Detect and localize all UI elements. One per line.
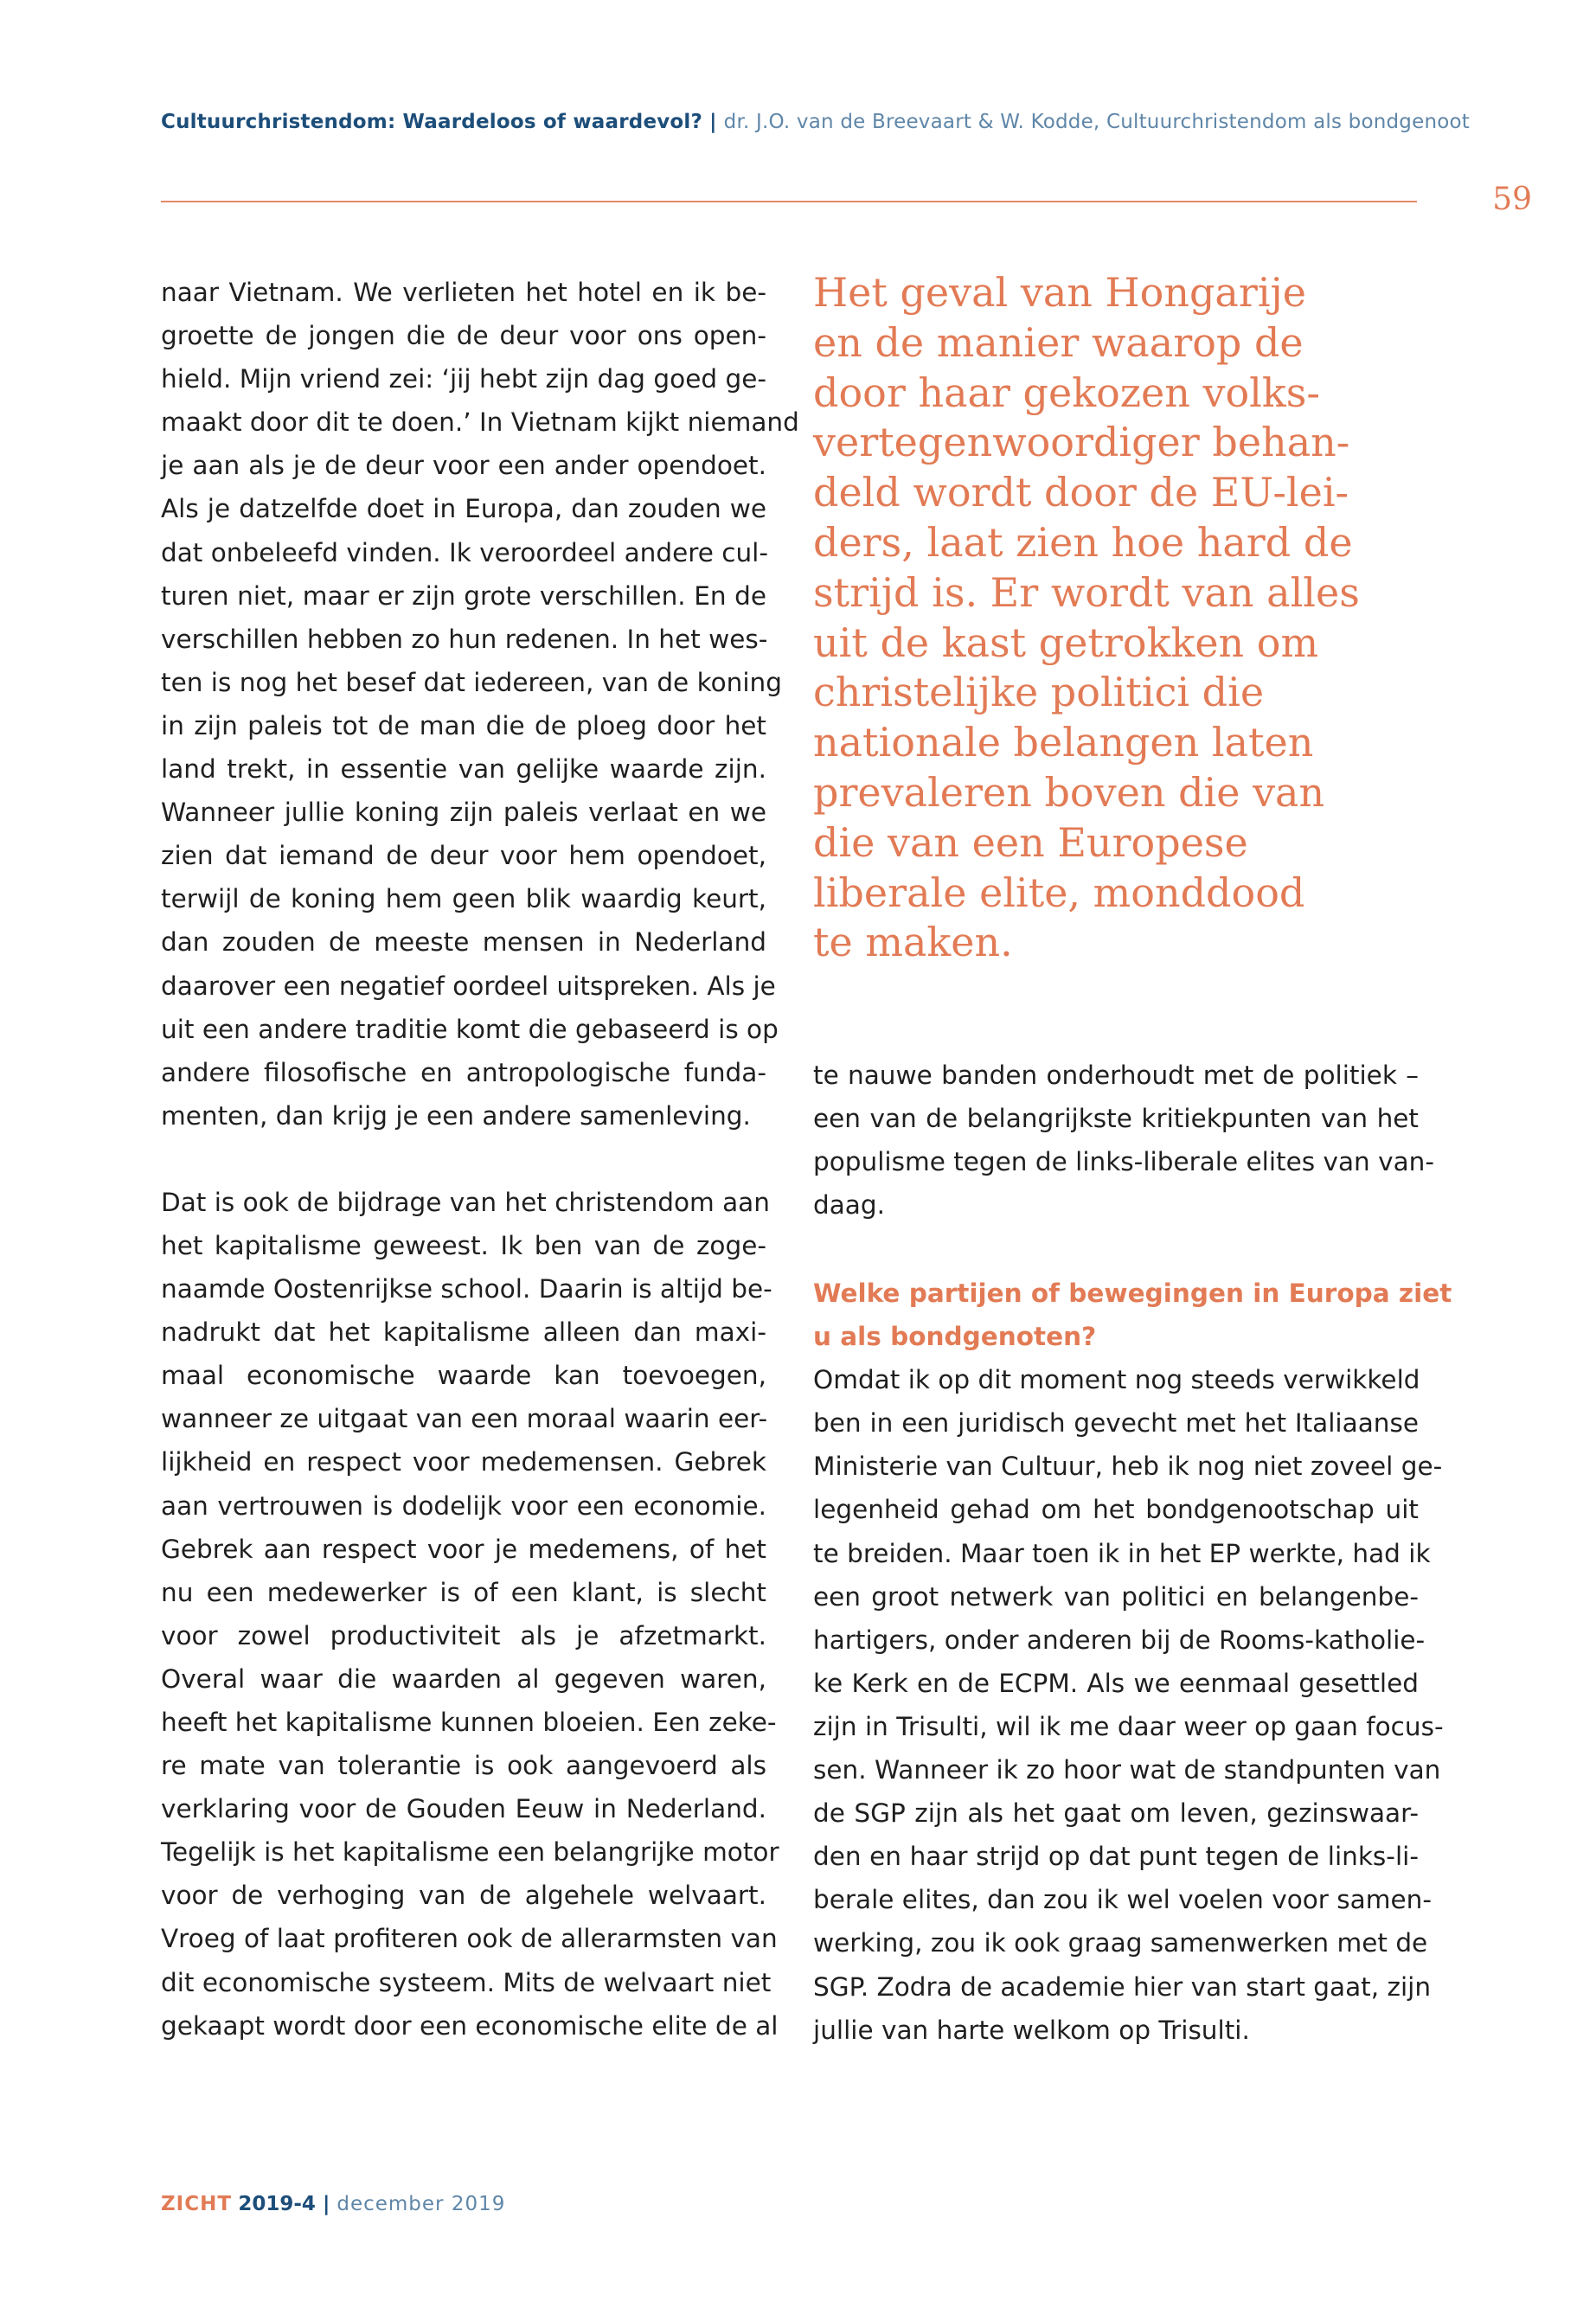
text-line: land trekt, in essentie van gelijke waarde zijn. bbox=[161, 754, 766, 785]
text-line: groette de jongen die de deur voor ons open- bbox=[161, 321, 766, 351]
text-line: te maken. bbox=[813, 919, 1013, 966]
text-line: Wanneer jullie koning zijn paleis verlaat en we bbox=[161, 798, 766, 828]
text-line: verschillen hebben zo hun redenen. In het wes- bbox=[161, 624, 768, 654]
text-line: verklaring voor de Gouden Eeuw in Nederland. bbox=[161, 1794, 766, 1824]
text-line: Gebrek aan respect voor je medemens, of het bbox=[161, 1534, 766, 1564]
text-line: Welke partijen of bewegingen in Europa ziet bbox=[813, 1279, 1452, 1308]
text-line: Overal waar die waarden al gegeven waren, bbox=[161, 1663, 766, 1694]
text-line: daarover een negatief oordeel uitspreken. Als je bbox=[161, 971, 776, 1001]
text-line: te breiden. Maar toen ik in het EP werkte, had ik bbox=[813, 1538, 1431, 1568]
paragraph-gap bbox=[161, 1138, 766, 1181]
left-paragraph-2 bbox=[161, 1181, 779, 2048]
text-line: sen. Wanneer ik zo hoor wat de standpunten van bbox=[813, 1755, 1441, 1785]
text-line: legenheid gehad om het bondgenootschap uit bbox=[813, 1495, 1419, 1525]
text-line: Omdat ik op dit moment nog steeds verwikkeld bbox=[813, 1365, 1420, 1395]
text-line: aan vertrouwen is dodelijk voor een economie. bbox=[161, 1490, 766, 1521]
text-line: populisme tegen de links-liberale elites van van- bbox=[813, 1147, 1435, 1177]
text-line: ke Kerk en de ECPM. Als we eenmaal gesettled bbox=[813, 1668, 1419, 1698]
text-line: die van een Europese bbox=[813, 818, 1248, 866]
footer-separator: | bbox=[322, 2193, 330, 2215]
text-line: menten, dan krijg je een andere samenleving. bbox=[161, 1100, 751, 1131]
text-line: prevaleren boven die van bbox=[813, 768, 1325, 816]
text-line: de SGP zijn als het gaat om leven, gezinswaar- bbox=[813, 1798, 1419, 1829]
text-line: terwijl de koning hem geen blik waardig keurt, bbox=[161, 884, 766, 914]
text-line: door haar gekozen volks- bbox=[813, 369, 1320, 416]
interview-question bbox=[813, 1272, 1452, 1358]
text-line: re mate van tolerantie is ook aangevoerd als bbox=[161, 1751, 766, 1781]
text-line: Ministerie van Cultuur, heb ik nog niet zoveel ge- bbox=[813, 1452, 1443, 1482]
text-line: vertegenwoordiger behan- bbox=[813, 419, 1350, 466]
interview-answer bbox=[813, 1358, 1444, 2052]
text-line: dit economische systeem. Mits de welvaart niet bbox=[161, 1967, 772, 1997]
text-line: jullie van harte welkom op Trisulti. bbox=[813, 2015, 1250, 2045]
text-line: berale elites, dan zou ik wel voelen voor samen- bbox=[813, 1885, 1432, 1915]
header-authors: dr. J.O. van de Breevaart & W. Kodde, Cultuurchristendom als bondgenoot bbox=[723, 111, 1470, 133]
right-column-lower bbox=[813, 1272, 1452, 2052]
text-line: dat onbeleefd vinden. Ik veroordeel andere cul- bbox=[161, 537, 768, 567]
text-line: zijn in Trisulti, wil ik me daar weer op gaan focus- bbox=[813, 1711, 1444, 1741]
right-paragraph-1 bbox=[813, 1054, 1435, 1227]
text-line: maakt door dit te doen.’ In Vietnam kijkt niemand bbox=[161, 407, 799, 438]
text-line: Vroeg of laat profiteren ook de allerarmsten van bbox=[161, 1924, 778, 1954]
text-line: u als bondgenoten? bbox=[813, 1322, 1097, 1352]
text-line: strijd is. Er wordt van alles bbox=[813, 568, 1360, 616]
text-line: naar Vietnam. We verlieten het hotel en ik be- bbox=[161, 278, 766, 307]
footer-date: december 2019 bbox=[337, 2193, 506, 2215]
text-line: maal economische waarde kan toevoegen, bbox=[161, 1361, 766, 1391]
footer-issue: 2019-4 bbox=[238, 2193, 316, 2215]
text-line: heeft het kapitalisme kunnen bloeien. Een zeke- bbox=[161, 1708, 777, 1737]
text-line: nationale belangen laten bbox=[813, 719, 1314, 766]
pull-quote bbox=[813, 268, 1419, 968]
header-separator: | bbox=[709, 111, 717, 133]
header-rule bbox=[161, 201, 1417, 202]
header-title: Cultuurchristendom: Waardeloos of waardevol? bbox=[161, 111, 703, 133]
text-line: wanneer ze uitgaat van een moraal waarin eer- bbox=[161, 1404, 768, 1434]
text-line: en de manier waarop de bbox=[813, 318, 1304, 366]
text-line: christelijke politici die bbox=[813, 669, 1265, 716]
text-line: hield. Mijn vriend zei: ‘jij hebt zijn dag goed ge- bbox=[161, 364, 766, 394]
text-line: ders, laat zien hoe hard de bbox=[813, 518, 1353, 566]
text-line: een van de belangrijkste kritiekpunten van het bbox=[813, 1104, 1419, 1134]
text-line: te nauwe banden onderhoudt met de politiek – bbox=[813, 1061, 1419, 1090]
text-line: nadrukt dat het kapitalisme alleen dan maxi- bbox=[161, 1317, 766, 1348]
text-line: voor zowel productiviteit als je afzetmarkt. bbox=[161, 1620, 766, 1650]
right-column-upper bbox=[813, 1054, 1435, 1227]
text-line: dan zouden de meeste mensen in Nederland bbox=[161, 927, 766, 958]
text-line: lijkheid en respect voor medemensen. Gebrek bbox=[161, 1447, 766, 1477]
text-line: naamde Oostenrijkse school. Daarin is altijd be- bbox=[161, 1274, 772, 1304]
text-line: nu een medewerker is of een klant, is slecht bbox=[161, 1577, 766, 1607]
text-line: deld wordt door de EU-lei- bbox=[813, 469, 1349, 516]
text-line: SGP. Zodra de academie hier van start gaat, zijn bbox=[813, 1971, 1432, 2002]
footer-brand: ZICHT bbox=[161, 2193, 233, 2215]
text-line: Als je datzelfde doet in Europa, dan zouden we bbox=[161, 494, 766, 524]
text-line: Dat is ook de bijdrage van het christendom aan bbox=[161, 1187, 770, 1217]
text-line: werking, zou ik ook graag samenwerken met de bbox=[813, 1928, 1428, 1958]
text-line: Tegelijk is het kapitalisme een belangrijke motor bbox=[161, 1837, 779, 1868]
text-line: den en haar strijd op dat punt tegen de links-li- bbox=[813, 1842, 1419, 1872]
left-column bbox=[161, 271, 799, 2048]
text-line: uit een andere traditie komt die gebaseerd is op bbox=[161, 1014, 779, 1044]
running-header bbox=[161, 111, 1470, 133]
page-number: 59 bbox=[1492, 182, 1532, 217]
text-line: uit de kast getrokken om bbox=[813, 619, 1319, 666]
text-line: gekaapt wordt door een economische elite de al bbox=[161, 2010, 779, 2041]
text-line: in zijn paleis tot de man die de ploeg door het bbox=[161, 710, 766, 740]
text-line: een groot netwerk van politici en belangenbe- bbox=[813, 1581, 1419, 1612]
text-line: ben in een juridisch gevecht met het Italiaanse bbox=[813, 1408, 1419, 1439]
text-line: hartigers, onder anderen bij de Rooms-katholie- bbox=[813, 1625, 1426, 1655]
text-line: Het geval van Hongarije bbox=[813, 269, 1307, 316]
text-line: voor de verhoging van de algehele welvaart. bbox=[161, 1881, 766, 1911]
text-line: je aan als je de deur voor een ander opendoet. bbox=[161, 451, 766, 481]
text-line: het kapitalisme geweest. Ik ben van de zoge- bbox=[161, 1230, 766, 1260]
text-line: ten is nog het besef dat iedereen, van de koning bbox=[161, 667, 782, 697]
text-line: turen niet, maar er zijn grote verschillen. En de bbox=[161, 580, 766, 611]
text-line: andere filosofische en antropologische funda- bbox=[161, 1057, 766, 1087]
footer bbox=[161, 2193, 505, 2215]
text-line: liberale elite, monddood bbox=[813, 868, 1305, 916]
text-line: daag. bbox=[813, 1190, 885, 1221]
left-paragraph-1 bbox=[161, 271, 799, 1138]
text-line: zien dat iemand de deur voor hem opendoet, bbox=[161, 841, 766, 871]
